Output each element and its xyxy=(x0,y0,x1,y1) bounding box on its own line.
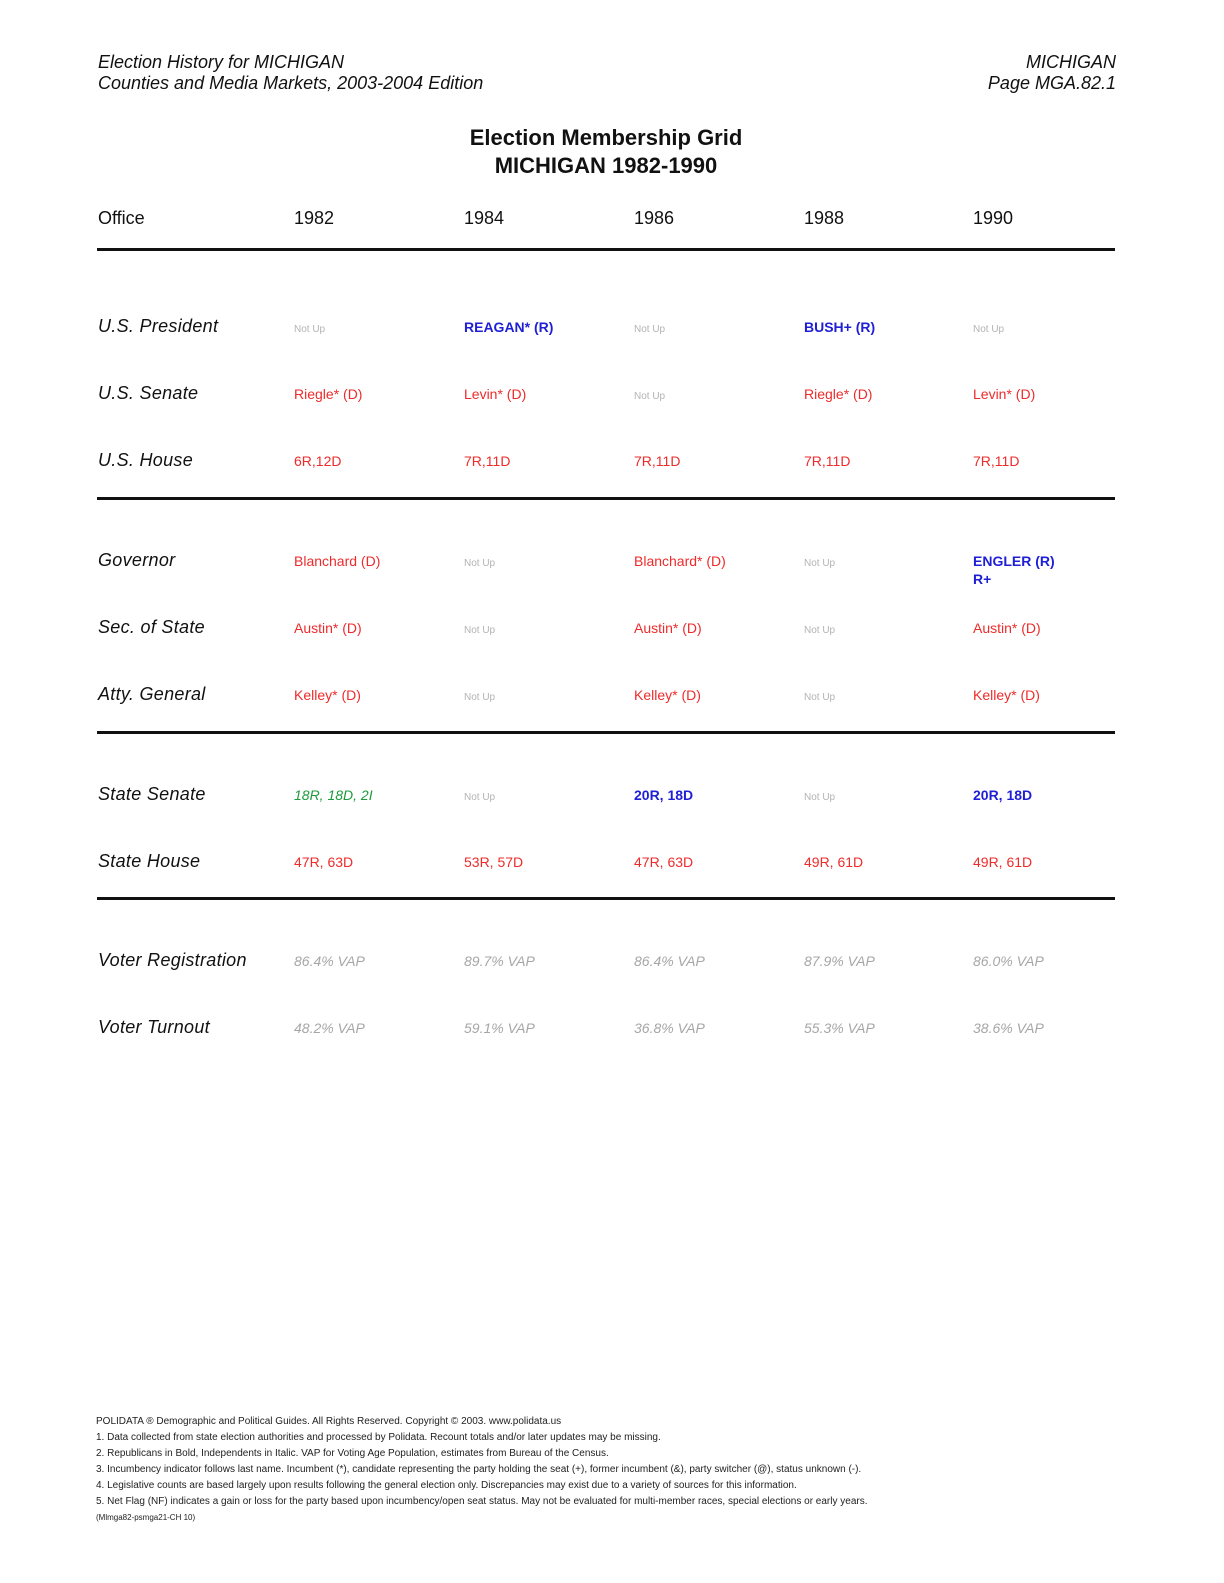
grid-cell xyxy=(294,619,362,637)
grid-cell-text: 53R, 57D xyxy=(464,854,524,870)
grid-cell xyxy=(973,619,1041,637)
grid-cell xyxy=(804,385,872,403)
grid-cell xyxy=(634,385,665,406)
footer-note: 5. Net Flag (NF) indicates a gain or loss for the party based upon incumbency/open seat status. May not be evaluated for multi-member races, special elections or early years. xyxy=(96,1496,868,1507)
grid-cell-text: Levin* (D) xyxy=(973,386,1036,402)
grid-cell-text: Not Up xyxy=(804,625,836,636)
grid-cell-text: 7R,11D xyxy=(634,453,681,469)
grid-cell-text: Kelley* (D) xyxy=(973,687,1040,703)
grid-cell-text: Not Up xyxy=(804,792,836,803)
grid-cell xyxy=(294,686,361,704)
grid-cell xyxy=(464,1019,535,1037)
grid-cell-text: Blanchard (D) xyxy=(294,553,381,569)
header-title: Election History for MICHIGAN xyxy=(98,52,345,72)
column-header-year: 1982 xyxy=(294,208,335,228)
grid-cell xyxy=(973,552,1055,588)
footer-note: 3. Incumbency indicator follows last name. Incumbent (*), candidate representing the party holding the seat (+), former incumbent (&), party switcher (@), status unknown (-). xyxy=(96,1464,862,1475)
grid-cell xyxy=(464,853,523,871)
office-label: U.S. House xyxy=(98,450,194,470)
grid-cell-text: Blanchard* (D) xyxy=(634,553,726,569)
grid-cell-text: Not Up xyxy=(634,391,666,402)
grid-cell xyxy=(804,853,863,871)
grid-cell-text: 87.9% VAP xyxy=(804,953,875,969)
grid-cell-text: 7R,11D xyxy=(973,453,1020,469)
grid-cell-text: Not Up xyxy=(973,324,1005,335)
grid-cell xyxy=(634,853,693,871)
grid-cell xyxy=(464,786,495,807)
grid-cell-text: 7R,11D xyxy=(804,453,851,469)
rule-statewide xyxy=(97,731,1115,734)
grid-cell xyxy=(464,686,495,707)
column-header-year: 1984 xyxy=(464,208,505,228)
grid-cell xyxy=(294,385,362,403)
column-header-year: 1988 xyxy=(804,208,845,228)
grid-cell-text: 47R, 63D xyxy=(294,854,354,870)
grid-cell xyxy=(634,452,680,470)
page-header-right xyxy=(988,52,1116,94)
grid-cell xyxy=(294,952,365,970)
rule-federal xyxy=(97,497,1115,500)
office-label: Governor xyxy=(98,550,176,570)
grid-title-line2: MICHIGAN 1982-1990 xyxy=(494,153,718,178)
column-header-year: 1990 xyxy=(973,208,1014,228)
footer-note: 4. Legislative counts are based largely upon results following the general election only. Discrepancies may exist due to a variety of sources for this information. xyxy=(96,1480,797,1491)
office-label: U.S. President xyxy=(98,316,219,336)
footer-code: (Mlmga82-psmga21-CH 10) xyxy=(96,1513,196,1522)
grid-cell xyxy=(464,318,553,336)
grid-cell-text: 86.4% VAP xyxy=(294,953,365,969)
grid-cell-text: 89.7% VAP xyxy=(464,953,535,969)
grid-cell xyxy=(294,318,325,339)
grid-cell-text: 86.0% VAP xyxy=(973,953,1044,969)
grid-cell-text: 36.8% VAP xyxy=(634,1020,705,1036)
grid-cell-text: Not Up xyxy=(634,324,666,335)
grid-cell-text: Not Up xyxy=(464,625,496,636)
grid-cell-text: Not Up xyxy=(804,558,836,569)
grid-cell-text: BUSH+ (R) xyxy=(804,319,876,335)
grid-cell-text: Levin* (D) xyxy=(464,386,527,402)
grid-cell xyxy=(294,786,373,804)
grid-cell xyxy=(294,552,380,570)
grid-cell xyxy=(973,786,1032,804)
grid-cell xyxy=(804,686,835,707)
header-page-number: Page MGA.82.1 xyxy=(987,73,1116,93)
grid-cell-text: 6R,12D xyxy=(294,453,342,469)
grid-cell xyxy=(294,1019,365,1037)
grid-cell-text: 86.4% VAP xyxy=(634,953,705,969)
office-label: State House xyxy=(98,851,201,871)
grid-cell xyxy=(634,686,701,704)
grid-cell-text: Not Up xyxy=(464,792,496,803)
grid-cell xyxy=(464,452,510,470)
grid-cell-text: 59.1% VAP xyxy=(464,1020,535,1036)
grid-cell-text: Riegle* (D) xyxy=(804,386,873,402)
grid-cell xyxy=(464,952,535,970)
grid-cell xyxy=(294,452,341,470)
grid-cell-text: REAGAN* (R) xyxy=(464,319,554,335)
office-label: Voter Registration xyxy=(98,950,247,970)
grid-cell xyxy=(804,619,835,640)
grid-cell xyxy=(634,952,705,970)
grid-cell-text: 49R, 61D xyxy=(973,854,1033,870)
footer-notes xyxy=(96,1414,1056,1526)
office-label: State Senate xyxy=(98,784,206,804)
grid-cell xyxy=(973,318,1004,339)
grid-cell xyxy=(804,1019,875,1037)
grid-cell xyxy=(464,552,495,573)
grid-cell-text: 48.2% VAP xyxy=(294,1020,365,1036)
grid-cell-text: Not Up xyxy=(464,692,496,703)
grid-cell-text: Not Up xyxy=(804,692,836,703)
grid-cell xyxy=(294,853,353,871)
grid-cell xyxy=(973,385,1035,403)
grid-cell-text: 47R, 63D xyxy=(634,854,694,870)
grid-cell xyxy=(634,786,693,804)
grid-cell xyxy=(973,952,1044,970)
grid-cell xyxy=(804,786,835,807)
column-header-year: 1986 xyxy=(634,208,675,228)
grid-cell-text-secondary: R+ xyxy=(973,571,992,587)
grid-cell-text: Austin* (D) xyxy=(294,620,362,636)
grid-cell xyxy=(804,452,850,470)
grid-cell xyxy=(804,952,875,970)
grid-cell xyxy=(634,318,665,339)
grid-cell xyxy=(634,1019,705,1037)
grid-cell-text: 7R,11D xyxy=(464,453,511,469)
office-label: Voter Turnout xyxy=(98,1017,210,1037)
grid-cell xyxy=(973,686,1040,704)
grid-cell-text: 20R, 18D xyxy=(973,787,1033,803)
grid-title-line1: Election Membership Grid xyxy=(469,125,743,150)
grid-title xyxy=(0,124,1212,180)
rule-legislature xyxy=(97,897,1115,900)
grid-cell xyxy=(973,1019,1044,1037)
grid-cell-text: ENGLER (R) xyxy=(973,553,1055,569)
grid-cell xyxy=(634,619,702,637)
grid-cell-text: 38.6% VAP xyxy=(973,1020,1044,1036)
grid-cell xyxy=(634,552,726,570)
grid-cell xyxy=(804,552,835,573)
grid-cell-text: Austin* (D) xyxy=(634,620,702,636)
grid-cell xyxy=(464,619,495,640)
footer-note: 1. Data collected from state election authorities and processed by Polidata. Recount totals and/or later updates may be missing. xyxy=(96,1432,661,1443)
grid-cell xyxy=(804,318,875,336)
header-state: MICHIGAN xyxy=(1026,52,1116,72)
grid-cell-text: Riegle* (D) xyxy=(294,386,363,402)
grid-cell-text: 18R, 18D, 2I xyxy=(294,787,373,803)
office-label: Sec. of State xyxy=(98,617,205,637)
office-label: U.S. Senate xyxy=(98,383,199,403)
grid-cell-text: Kelley* (D) xyxy=(634,687,701,703)
grid-cell-text: Not Up xyxy=(464,558,496,569)
grid-cell-text: Austin* (D) xyxy=(973,620,1041,636)
grid-cell xyxy=(973,452,1019,470)
grid-cell-text: Kelley* (D) xyxy=(294,687,361,703)
grid-cell xyxy=(464,385,526,403)
column-header-office: Office xyxy=(98,208,145,228)
office-label: Atty. General xyxy=(98,684,206,704)
grid-cell-text: Not Up xyxy=(294,324,326,335)
footer-note: 2. Republicans in Bold, Independents in Italic. VAP for Voting Age Population, estimates from Bureau of the Census. xyxy=(96,1448,609,1459)
grid-cell-text: 55.3% VAP xyxy=(804,1020,875,1036)
grid-cell-text: 49R, 61D xyxy=(804,854,864,870)
rule-header xyxy=(97,248,1115,251)
header-subtitle: Counties and Media Markets, 2003-2004 Edition xyxy=(98,73,484,93)
grid-cell-text: 20R, 18D xyxy=(634,787,694,803)
grid-cell xyxy=(973,853,1032,871)
page-header-left xyxy=(98,52,483,94)
footer-copyright: POLIDATA ® Demographic and Political Guides. All Rights Reserved. Copyright © 2003. www.polidata.us xyxy=(96,1416,562,1427)
